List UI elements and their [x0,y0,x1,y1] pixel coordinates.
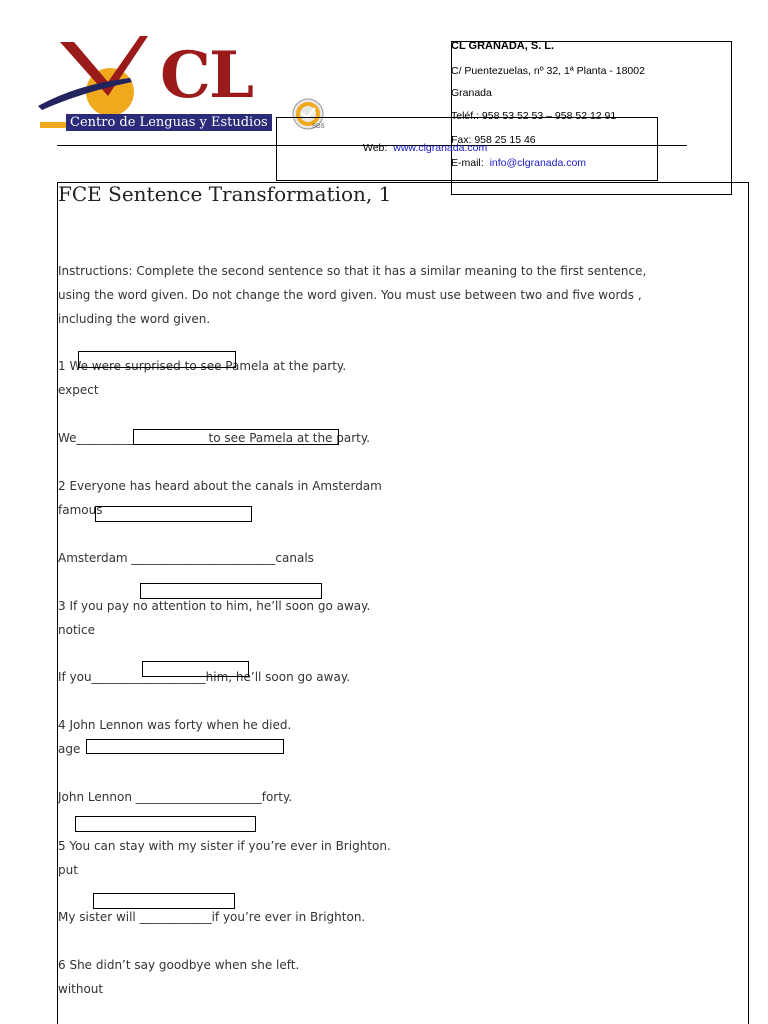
instructions-line-3: including the word given. [58,312,211,326]
phone-line: Teléf.: 958 53 52 53 – 958 52 12 91 [451,110,617,122]
text-frame-6 [86,739,284,754]
text-frame-5 [142,661,249,677]
address-line-2: Granada [451,87,492,99]
text-frame-1 [78,351,236,368]
item-3-sentence: 3 If you pay no attention to him, he’ll soon go away. [58,599,371,613]
logo-band-text: Centro de Lenguas y Estudios [66,114,272,131]
item-6-keyword: without [58,982,104,996]
instructions-line-2: using the word given. Do not change the word given. You must use between two and five words , [58,288,642,302]
web-label: Web: [363,142,388,154]
company-name: CL GRANADA, S. L. [451,40,555,52]
address-line-1: C/ Puentezuelas, nº 32, 1ª Planta - 18002 [451,65,645,77]
logo [38,34,283,140]
item-6-sentence: 6 She didn’t say goodbye when she left. [58,958,300,972]
text-frame-7 [75,816,256,832]
text-frame-2 [133,429,339,445]
item-4-keyword: age [58,742,81,756]
email-label: E-mail: [451,157,484,169]
sgs-badge-label: SGS [312,124,325,130]
logo-letters: CL [160,38,252,113]
web-line [363,142,487,154]
item-2-answer: Amsterdam ________________________canals [58,551,314,565]
item-1-sentence: 1 We were surprised to see Pamela at the party. [58,359,347,373]
item-2-sentence: 2 Everyone has heard about the canals in Amsterdam [58,479,382,493]
item-1-keyword: expect [58,383,99,397]
text-frame-4 [140,583,322,599]
web-link[interactable]: www.clgranada.com [393,142,488,154]
instructions-line-1: Instructions: Complete the second sentence so that it has a similar meaning to the first sentence, [58,264,647,278]
fax-line: Fax: 958 25 15 46 [451,134,536,146]
text-frame-8 [93,893,235,909]
document-title: FCE Sentence Transformation, 1 [58,182,392,206]
email-line [451,157,586,169]
doc-frame-right [748,182,749,1024]
item-4-sentence: 4 John Lennon was forty when he died. [58,718,292,732]
item-4-answer: John Lennon _____________________forty. [58,790,293,804]
item-3-keyword: notice [58,623,95,637]
item-3-answer: If you___________________him, he’ll soon go away. [58,670,351,684]
item-5-answer: My sister will ____________if you’re ever in Brighton. [58,910,366,924]
item-5-sentence: 5 You can stay with my sister if you’re ever in Brighton. [58,839,391,853]
item-1-answer: We______________________to see Pamela at the party. [58,431,371,445]
text-frame-3 [95,506,252,522]
item-2-keyword: famous [58,503,103,517]
item-5-keyword: put [58,863,78,877]
email-link[interactable]: info@clgranada.com [489,157,587,169]
